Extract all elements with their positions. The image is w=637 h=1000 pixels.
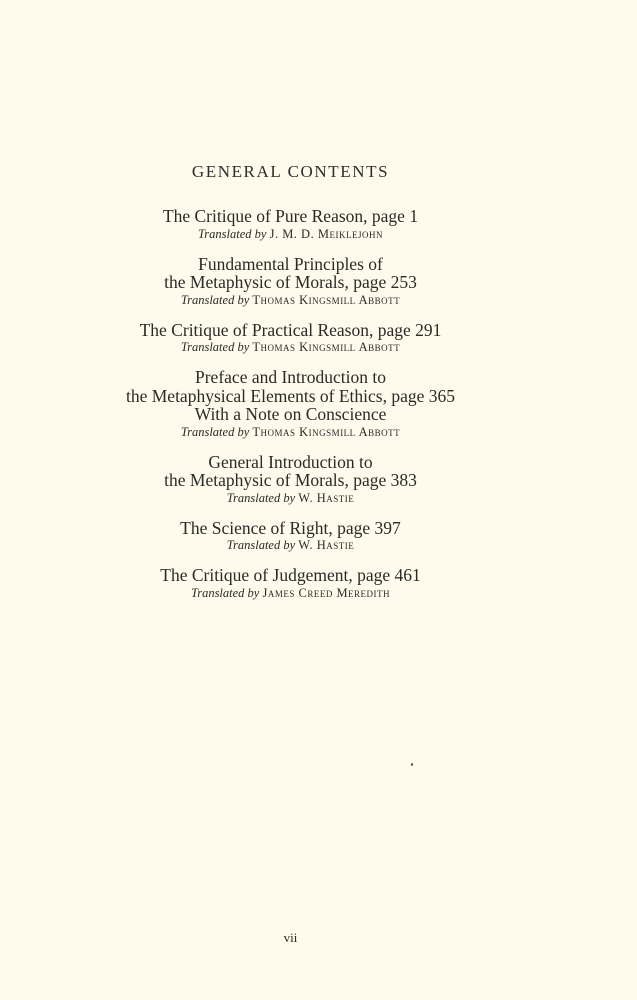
entry-translator xyxy=(0,292,581,309)
entry-title: the Metaphysic of Morals, page 383 xyxy=(164,470,417,490)
entry-translator xyxy=(0,339,581,356)
entry-title: Fundamental Principles of xyxy=(198,253,383,274)
page-number: vii xyxy=(283,930,298,945)
translated-by-label: Translated by xyxy=(226,490,296,505)
translator-name: W. Hastie xyxy=(298,490,355,505)
translated-by-label: Translated by xyxy=(180,340,250,354)
entry-title: General Introduction to xyxy=(208,451,373,472)
translated-by-label: Translated by xyxy=(226,538,296,552)
entry-title: The Critique of Judgement, page 461 xyxy=(160,565,421,585)
translated-by-label: Translated by xyxy=(180,424,250,439)
entry-title: the Metaphysical Elements of Ethics, page 365 xyxy=(125,385,455,406)
entry-translator xyxy=(0,226,581,243)
contents-entry xyxy=(0,207,581,243)
entry-title: the Metaphysic of Morals, page 253 xyxy=(164,272,417,292)
entry-translator xyxy=(0,537,581,554)
page-title: GENERAL CONTENTS xyxy=(191,162,390,181)
contents-entry xyxy=(0,255,581,309)
translator-name: Thomas Kingsmill Abbott xyxy=(252,424,401,439)
paper-speck xyxy=(411,763,414,767)
entry-title: Preface and Introduction to xyxy=(195,367,386,387)
contents-entry xyxy=(0,519,581,555)
contents-entry xyxy=(0,566,581,602)
translator-name: Thomas Kingsmill Abbott xyxy=(252,340,401,354)
translator-name: J. M. D. Meiklejohn xyxy=(269,226,383,241)
translated-by-label: Translated by xyxy=(180,292,250,307)
contents-entry xyxy=(0,368,581,441)
entry-translator xyxy=(0,424,581,441)
entry-title: The Critique of Pure Reason, page 1 xyxy=(162,206,419,226)
translator-name: W. Hastie xyxy=(298,538,355,552)
translator-name: James Creed Meredith xyxy=(262,585,391,600)
contents-list xyxy=(0,207,581,614)
contents-entry xyxy=(0,453,581,507)
contents-entry xyxy=(0,321,581,357)
translator-name: Thomas Kingsmill Abbott xyxy=(252,292,401,307)
translated-by-label: Translated by xyxy=(190,585,260,600)
entry-translator xyxy=(0,585,581,602)
entry-title: The Science of Right, page 397 xyxy=(180,517,401,538)
entry-title: The Critique of Practical Reason, page 291 xyxy=(139,319,442,340)
translated-by-label: Translated by xyxy=(198,226,267,241)
entry-title: With a Note on Conscience xyxy=(194,404,387,424)
entry-translator xyxy=(0,490,581,507)
